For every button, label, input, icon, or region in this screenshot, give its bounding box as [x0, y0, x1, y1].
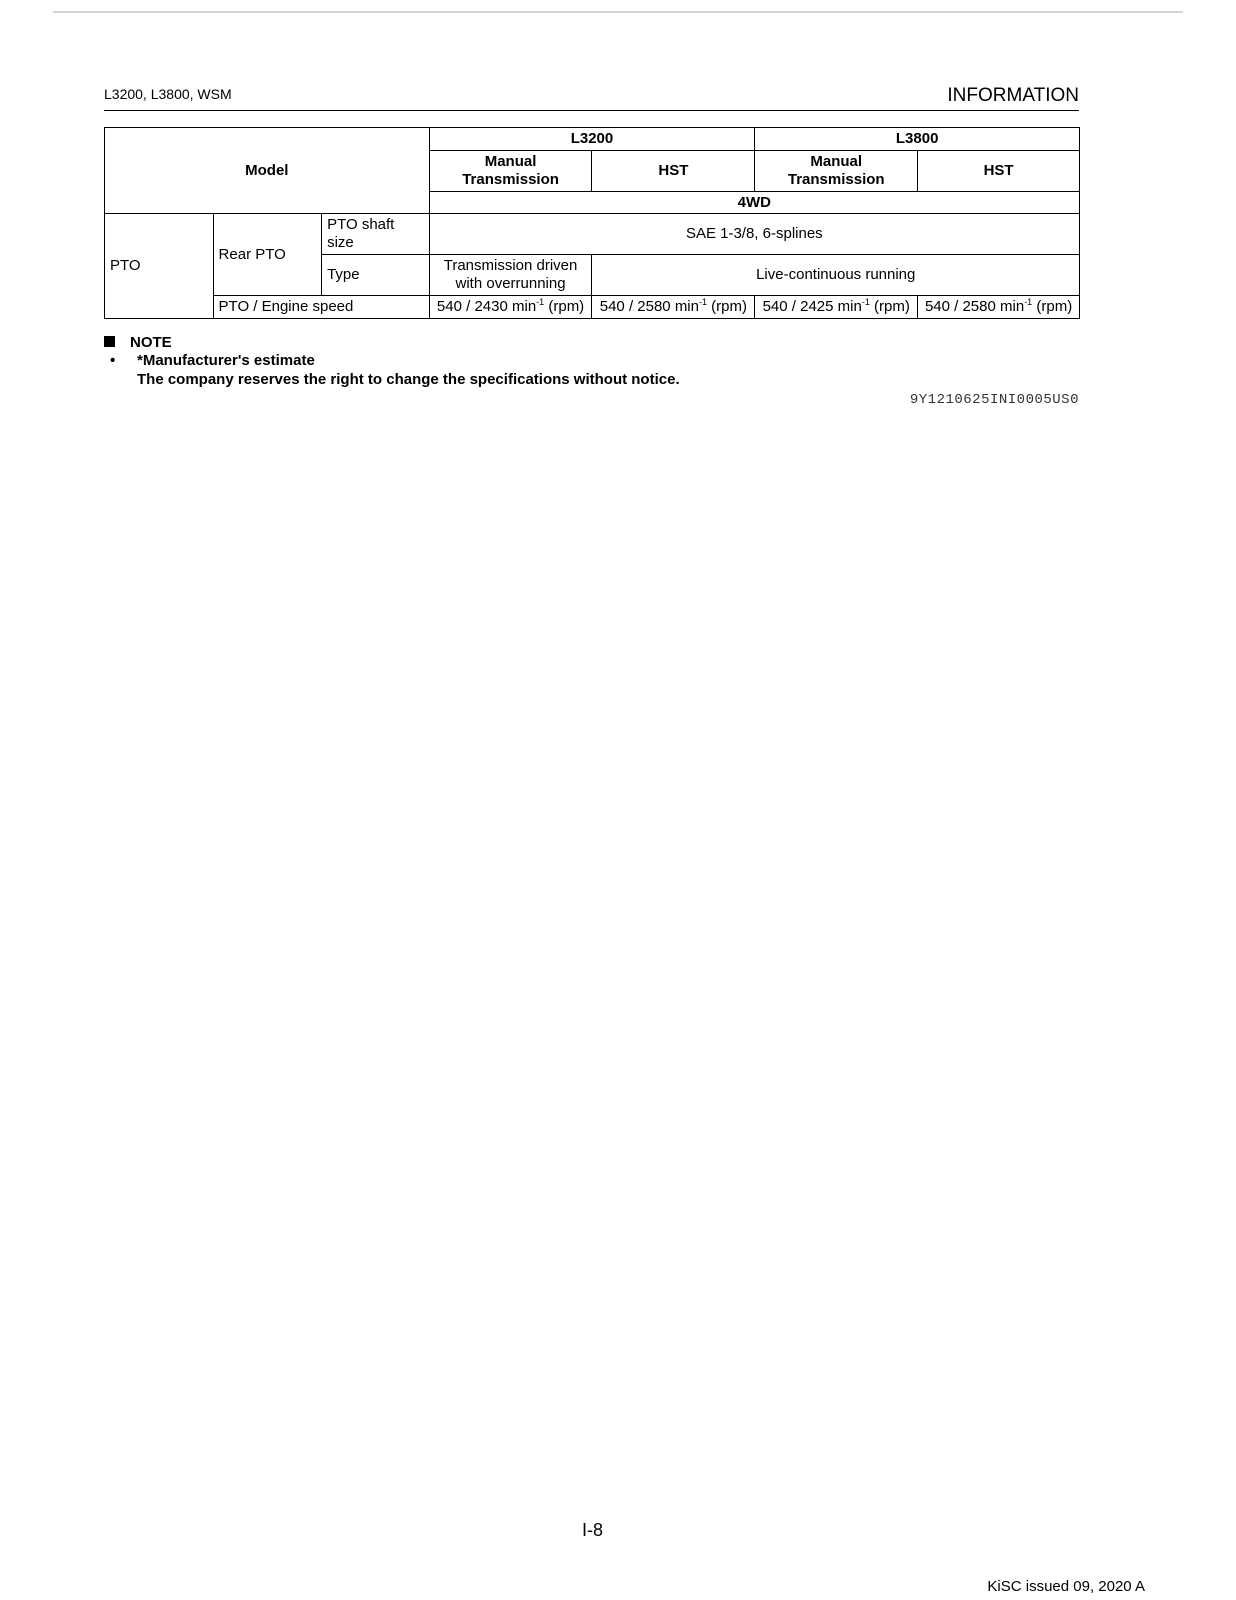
- l3800-manual-header: Manual Transmission: [755, 151, 918, 192]
- drive-type-header: 4WD: [429, 192, 1079, 214]
- pto-label: PTO: [105, 214, 214, 319]
- note-line-2: The company reserves the right to change the specifications without notice.: [137, 371, 680, 388]
- pto-type-label: Type: [322, 255, 430, 296]
- l3800-hst-header: HST: [918, 151, 1080, 192]
- speed-l3800-hst: 540 / 2580 $\min^{-1} (rpm)$: [918, 296, 1080, 319]
- speed-l3800-manual: 540 / 2425 $\min^{-1} (rpm)$: [755, 296, 918, 319]
- document-id: 9Y1210625INI0005US0: [909, 392, 1079, 408]
- pto-engine-speed-label: PTO / Engine speed: [213, 296, 429, 319]
- footer-issue: KiSC issued 09, 2020 A: [987, 1578, 1145, 1595]
- note-line-1: *Manufacturer's estimate: [137, 352, 315, 369]
- note-heading: NOTE: [104, 334, 172, 351]
- top-rule: [53, 11, 1183, 13]
- pto-shaft-size-label: PTO shaft size: [322, 214, 430, 255]
- header-rule: [104, 110, 1079, 111]
- page-number: I-8: [582, 1520, 604, 1540]
- model-l3800: L3800: [755, 128, 1080, 151]
- bullet-icon: •: [110, 352, 116, 369]
- model-header: Model: [105, 128, 430, 214]
- pto-spec-table: [104, 127, 1080, 319]
- speed-l3200-manual: 540 / 2430 $\min^{-1} (rpm)$: [429, 296, 592, 319]
- l3200-manual-header: Manual Transmission: [429, 151, 592, 192]
- header-manual-title: L3200, L3800, WSM: [104, 86, 232, 102]
- model-l3200: L3200: [429, 128, 755, 151]
- pto-type-live: Live-continuous running: [592, 255, 1080, 296]
- note-square-icon: [104, 336, 115, 347]
- l3200-hst-header: HST: [592, 151, 755, 192]
- rear-pto-label: Rear PTO: [213, 214, 322, 296]
- pto-type-l3200-manual: Transmission driven with overrunning: [429, 255, 592, 296]
- pto-shaft-size-value: SAE 1-3/8, 6-splines: [429, 214, 1079, 255]
- header-section-title: INFORMATION: [947, 85, 1079, 106]
- speed-l3200-hst: 540 / 2580 $\min^{-1} (rpm)$: [592, 296, 755, 319]
